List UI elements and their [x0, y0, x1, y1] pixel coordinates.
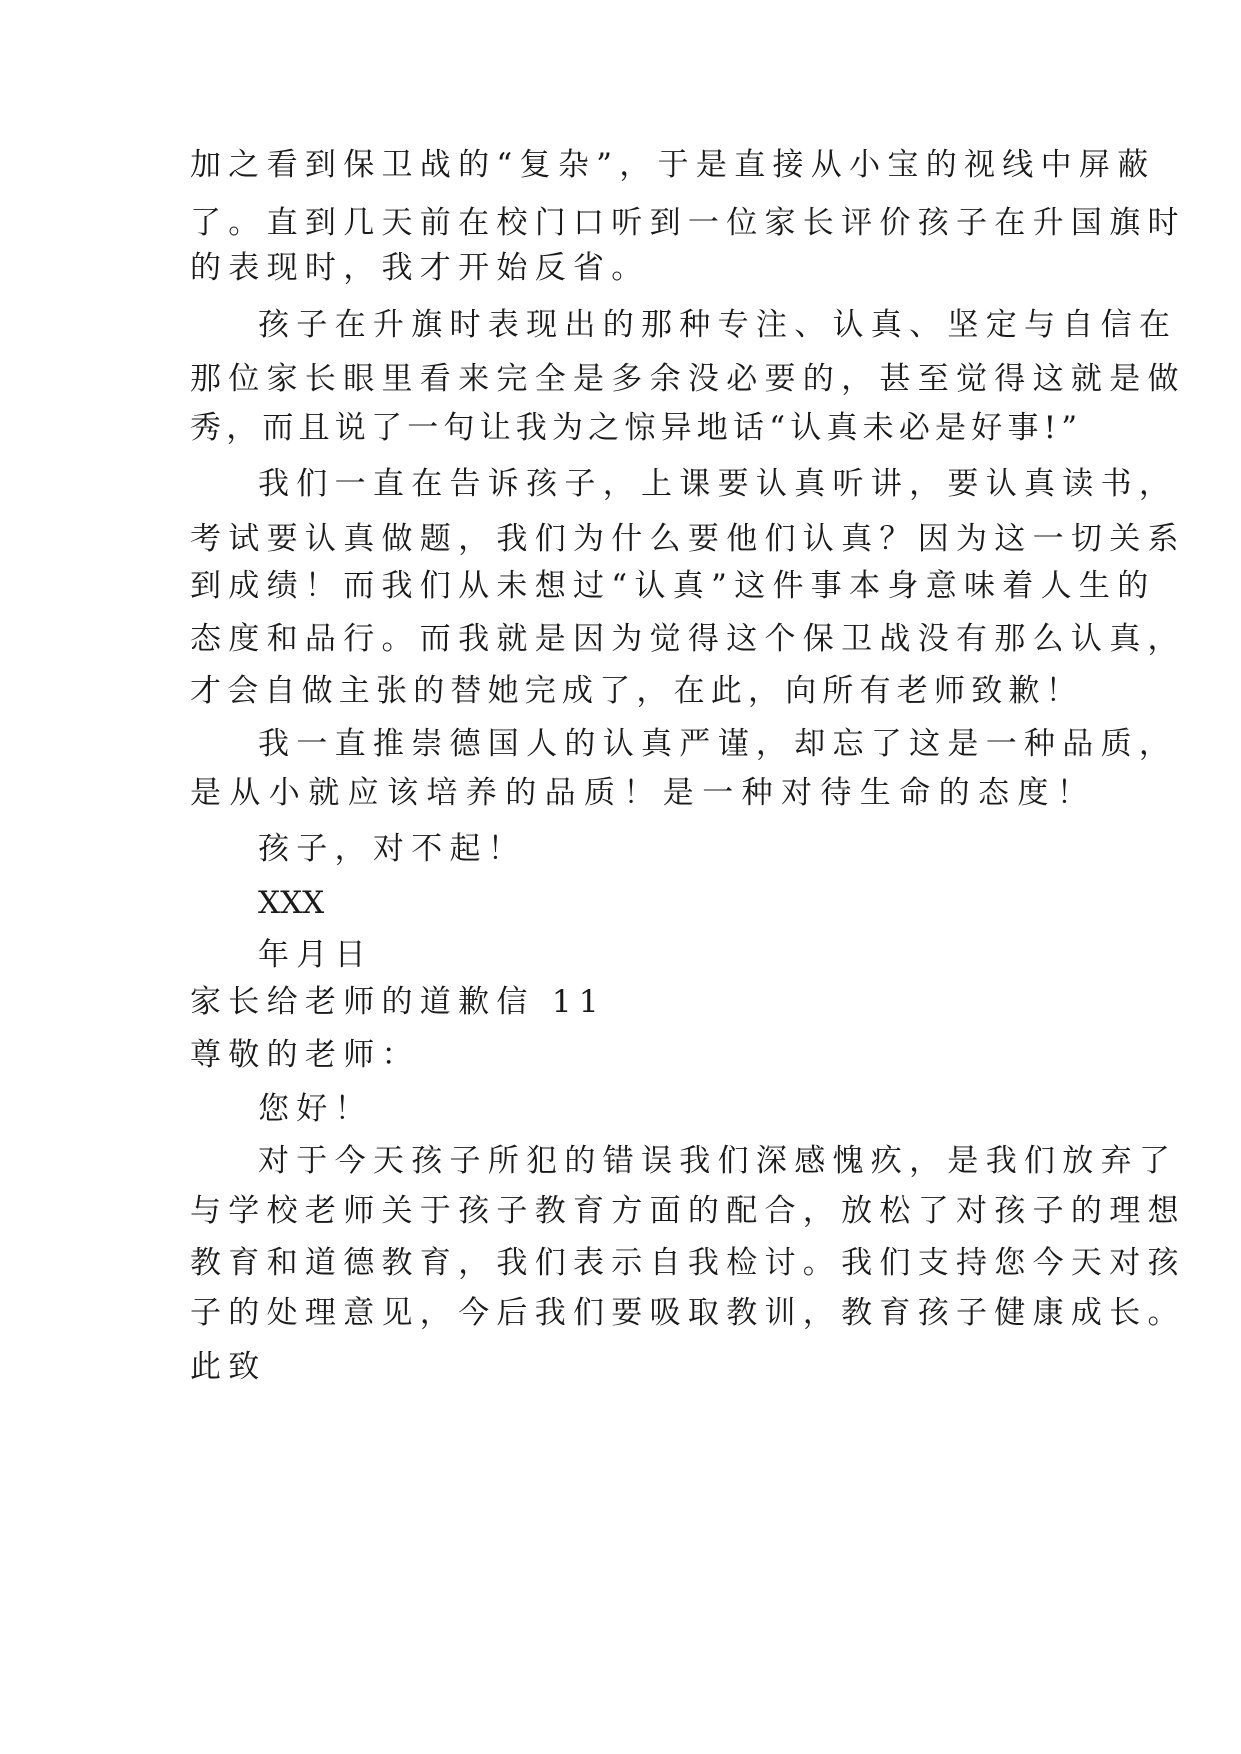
body-text-line: 教育和道德教育，我们表示自我检讨。我们支持您今天对孩: [190, 1245, 1186, 1281]
body-text-line: 了。直到几天前在校门口听到一位家长评价孩子在升国旗时: [190, 205, 1186, 241]
greeting: 您好！: [258, 1091, 373, 1127]
closing-phrase: 此致: [190, 1349, 267, 1385]
body-text-line: 加之看到保卫战的“复杂”，于是直接从小宝的视线中屏蔽: [190, 147, 1156, 183]
body-text-line: 是从小就应该培养的品质！是一种对待生命的态度！: [190, 775, 1097, 811]
body-text-line: 到成绩！而我们从未想过“认真”这件事本身意味着人生的: [190, 568, 1156, 604]
salutation: 尊敬的老师：: [190, 1037, 420, 1073]
paragraph-first-line: 我一直推崇德国人的认真严谨，却忘了这是一种品质，: [258, 726, 1178, 762]
body-text-line: 的表现时，我才开始反省。: [190, 250, 650, 286]
paragraph-first-line: 对于今天孩子所犯的错误我们深感愧疚，是我们放弃了: [258, 1143, 1178, 1179]
signature-name: XXX: [258, 885, 325, 921]
paragraph-first-line: 我们一直在告诉孩子，上课要认真听讲，要认真读书，: [258, 466, 1178, 502]
paragraph-first-line: 孩子在升旗时表现出的那种专注、认真、坚定与自信在: [258, 307, 1178, 343]
body-text-line: 那位家长眼里看来完全是多余没必要的，甚至觉得这就是做: [190, 361, 1186, 397]
closing-line: 孩子，对不起！: [258, 831, 527, 867]
body-text-line: 与学校老师关于孩子教育方面的配合，放松了对孩子的理想: [190, 1193, 1186, 1229]
body-text-line: 考试要认真做题，我们为什么要他们认真？因为这一切关系: [190, 521, 1186, 557]
body-text-line: 态度和品行。而我就是因为觉得这个保卫战没有那么认真，: [190, 621, 1186, 657]
letter-title: 家长给老师的道歉信 11: [190, 984, 606, 1020]
date-line: 年月日: [258, 937, 373, 973]
body-text-line: 秀，而且说了一句让我为之惊异地话“认真未必是好事!”: [190, 410, 1083, 446]
body-text-line: 才会自做主张的替她完成了，在此，向所有老师致歉！: [190, 673, 1083, 709]
body-text-line: 子的处理意见，今后我们要吸取教训，教育孩子健康成长。: [190, 1295, 1186, 1331]
